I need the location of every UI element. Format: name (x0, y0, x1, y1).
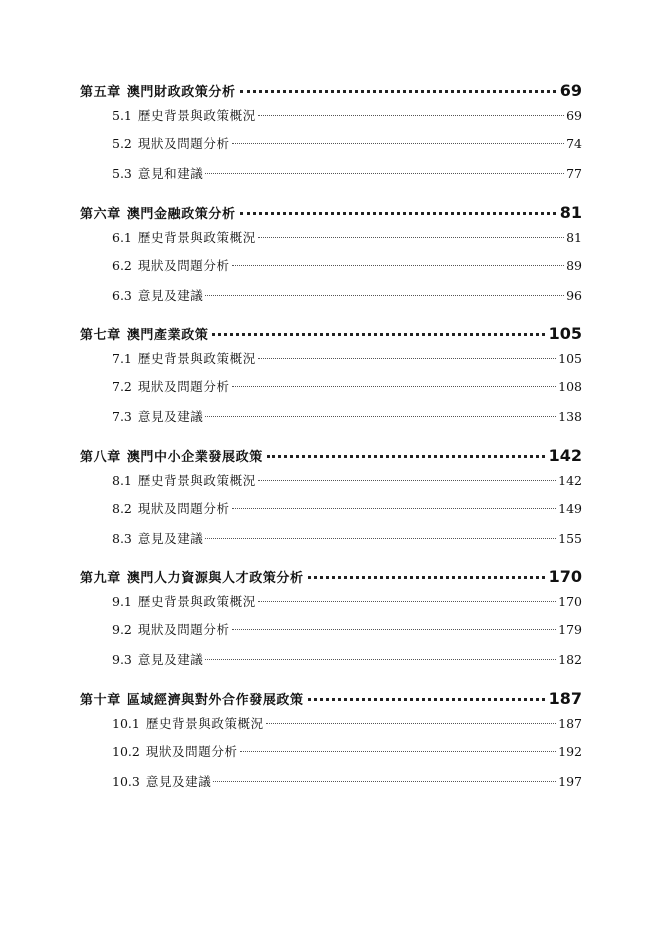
dot-leader (267, 455, 545, 458)
chapter-title: 澳門人力資源與人才政策分析 (126, 571, 304, 586)
section-title: 意見及建議 (137, 409, 204, 424)
toc-chapter (80, 203, 582, 311)
section-entry[interactable] (80, 767, 582, 797)
section-page-number: 77 (566, 166, 582, 181)
section-number: 5.1 (112, 108, 132, 123)
section-entry[interactable] (80, 402, 582, 432)
dot-leader (232, 143, 565, 144)
chapter-number: 第十章 (80, 692, 121, 708)
section-title: 現狀及問題分析 (137, 379, 230, 394)
chapter-entry[interactable] (80, 324, 582, 346)
section-entry[interactable] (80, 589, 582, 615)
section-number: 8.2 (112, 500, 132, 516)
section-number: 5.3 (112, 166, 132, 181)
section-number: 6.3 (112, 287, 132, 303)
dot-leader (258, 358, 556, 359)
section-title: 歷史背景與政策概況 (137, 351, 256, 366)
section-number: 6.1 (112, 229, 132, 245)
section-number: 6.2 (112, 257, 132, 273)
section-entry[interactable] (80, 251, 582, 281)
chapter-entry[interactable] (80, 689, 582, 711)
section-page-number: 179 (558, 622, 582, 637)
section-entry[interactable] (80, 129, 582, 159)
section-page-number: 155 (558, 530, 582, 546)
dot-leader (258, 115, 564, 116)
chapter-number: 第六章 (80, 206, 121, 222)
section-entry[interactable] (80, 711, 582, 737)
section-entry[interactable] (80, 372, 582, 402)
toc-chapter (80, 689, 582, 797)
section-number: 10.1 (112, 715, 140, 731)
section-entry[interactable] (80, 103, 582, 129)
section-entry[interactable] (80, 346, 582, 372)
section-entry[interactable] (80, 494, 582, 524)
chapter-entry[interactable] (80, 81, 582, 103)
section-entry[interactable] (80, 524, 582, 554)
section-title: 現狀及問題分析 (145, 743, 238, 759)
chapter-number: 第五章 (80, 85, 121, 100)
section-title: 現狀及問題分析 (137, 257, 230, 273)
section-page-number: 192 (558, 743, 582, 759)
chapter-title: 澳門金融政策分析 (126, 206, 236, 222)
section-page-number: 108 (558, 379, 582, 394)
dot-leader (258, 237, 564, 238)
section-page-number: 138 (558, 409, 582, 424)
section-page-number: 142 (558, 472, 582, 488)
table-of-contents (80, 81, 582, 810)
section-number: 10.3 (112, 773, 140, 789)
dot-leader (232, 386, 557, 387)
section-number: 9.1 (112, 594, 132, 609)
section-title: 意見和建議 (137, 166, 204, 181)
section-number: 8.1 (112, 472, 132, 488)
section-number: 8.3 (112, 530, 132, 546)
section-page-number: 81 (566, 229, 582, 245)
dot-leader (212, 333, 544, 336)
section-number: 5.2 (112, 136, 132, 151)
section-title: 現狀及問題分析 (137, 136, 230, 151)
section-title: 現狀及問題分析 (137, 500, 230, 516)
dot-leader (232, 265, 565, 266)
chapter-page-number: 81 (559, 202, 582, 222)
chapter-entry[interactable] (80, 203, 582, 225)
section-title: 歷史背景與政策概況 (137, 108, 256, 123)
dot-leader (240, 90, 556, 93)
dot-leader (258, 601, 556, 602)
section-page-number: 96 (566, 287, 582, 303)
section-page-number: 74 (566, 136, 582, 151)
chapter-page-number: 69 (559, 81, 582, 100)
section-title: 現狀及問題分析 (137, 622, 230, 637)
dot-leader (240, 751, 557, 752)
dot-leader (258, 480, 556, 481)
section-number: 7.2 (112, 379, 132, 394)
section-title: 歷史背景與政策概況 (145, 715, 264, 731)
section-page-number: 69 (566, 108, 582, 123)
dot-leader (205, 416, 556, 417)
section-page-number: 182 (558, 652, 582, 667)
chapter-page-number: 142 (548, 445, 582, 465)
chapter-entry[interactable] (80, 567, 582, 589)
section-number: 9.2 (112, 622, 132, 637)
section-title: 意見及建議 (137, 652, 204, 667)
dot-leader (308, 576, 545, 579)
section-title: 意見及建議 (137, 530, 204, 546)
dot-leader (308, 698, 545, 701)
toc-chapter (80, 81, 582, 189)
chapter-page-number: 187 (548, 688, 582, 708)
chapter-title: 澳門財政政策分析 (126, 85, 236, 100)
dot-leader (240, 212, 556, 215)
section-title: 歷史背景與政策概況 (137, 594, 256, 609)
section-entry[interactable] (80, 225, 582, 251)
section-title: 意見及建議 (145, 773, 212, 789)
toc-chapter (80, 446, 582, 554)
section-number: 10.2 (112, 743, 140, 759)
section-entry[interactable] (80, 468, 582, 494)
section-page-number: 89 (566, 257, 582, 273)
chapter-number: 第九章 (80, 571, 121, 586)
chapter-title: 區域經濟與對外合作發展政策 (126, 692, 304, 708)
section-page-number: 170 (558, 594, 582, 609)
chapter-title: 澳門中小企業發展政策 (126, 449, 263, 465)
dot-leader (205, 173, 564, 174)
section-number: 7.3 (112, 409, 132, 424)
section-page-number: 197 (558, 773, 582, 789)
dot-leader (232, 508, 557, 509)
section-page-number: 105 (558, 351, 582, 366)
section-entry[interactable] (80, 615, 582, 645)
chapter-title: 澳門產業政策 (126, 328, 209, 343)
dot-leader (266, 723, 556, 724)
chapter-number: 第八章 (80, 449, 121, 465)
chapter-entry[interactable] (80, 446, 582, 468)
chapter-page-number: 170 (548, 567, 582, 586)
section-number: 7.1 (112, 351, 132, 366)
toc-chapter (80, 567, 582, 675)
chapter-page-number: 105 (548, 324, 582, 343)
section-entry[interactable] (80, 281, 582, 311)
chapter-number: 第七章 (80, 328, 121, 343)
section-page-number: 187 (558, 715, 582, 731)
section-page-number: 149 (558, 500, 582, 516)
dot-leader (232, 629, 557, 630)
section-title: 歷史背景與政策概況 (137, 472, 256, 488)
section-entry[interactable] (80, 645, 582, 675)
dot-leader (213, 781, 556, 782)
section-title: 意見及建議 (137, 287, 204, 303)
section-entry[interactable] (80, 737, 582, 767)
section-number: 9.3 (112, 652, 132, 667)
toc-chapter (80, 324, 582, 432)
section-title: 歷史背景與政策概況 (137, 229, 256, 245)
dot-leader (205, 659, 556, 660)
dot-leader (205, 295, 564, 296)
section-entry[interactable] (80, 159, 582, 189)
dot-leader (205, 538, 556, 539)
